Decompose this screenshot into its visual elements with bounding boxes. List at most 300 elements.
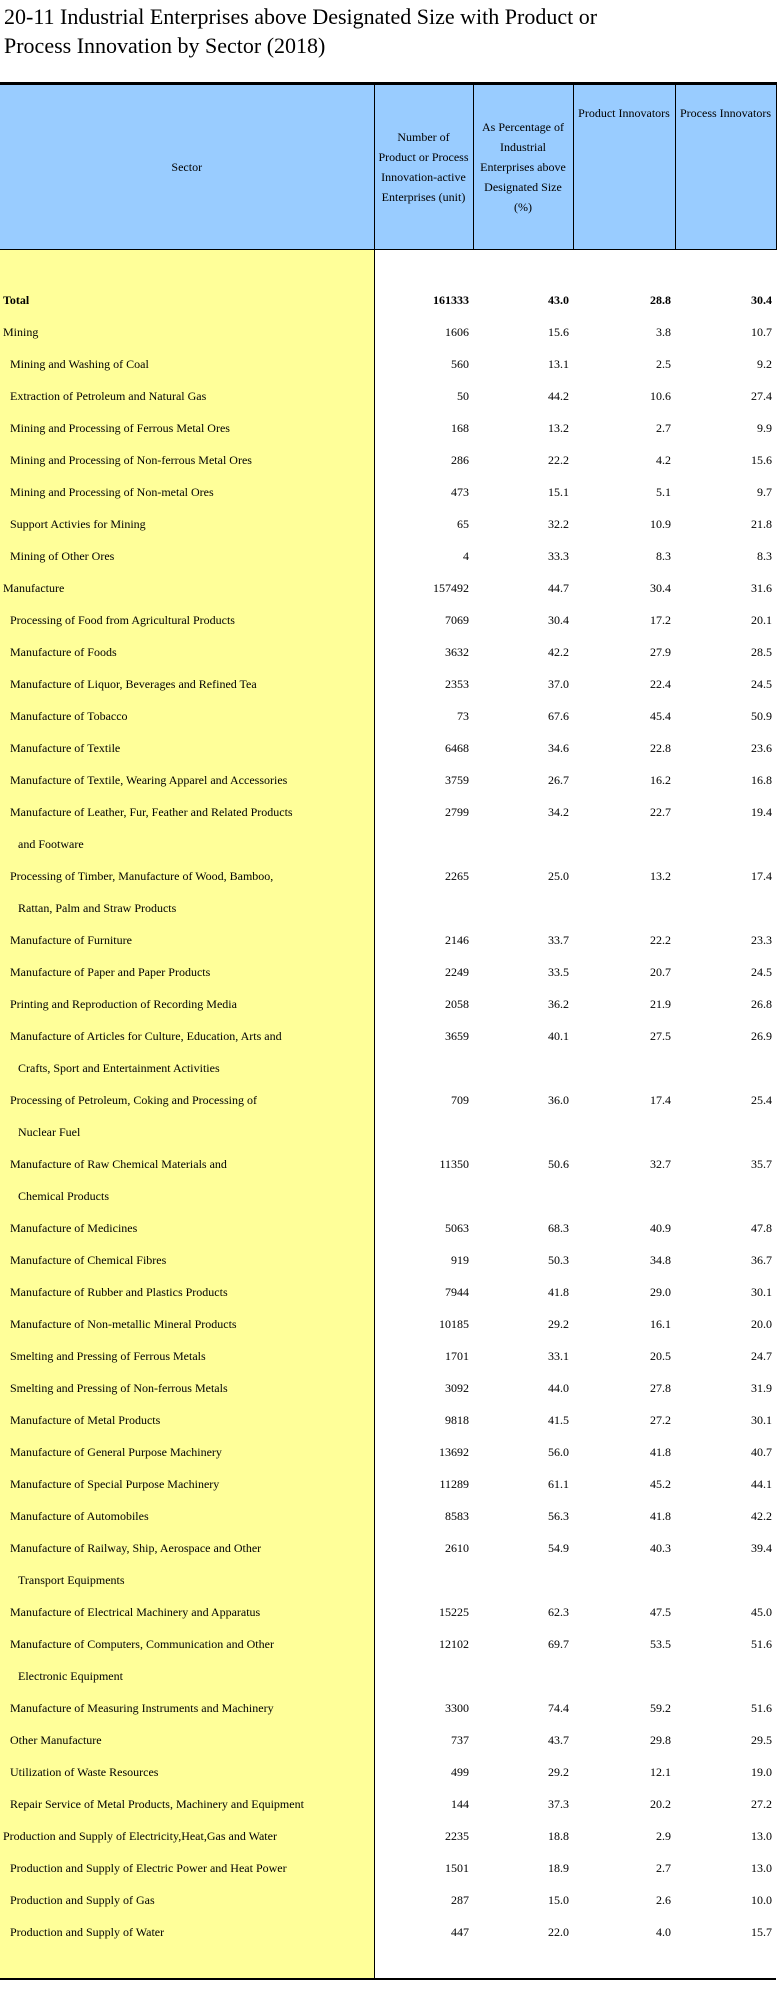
sector-name: Manufacture of Non-metallic Mineral Products (10, 1317, 237, 1331)
process-cell: 44.1 (751, 1477, 772, 1491)
enterprises-cell: 2265 (445, 869, 469, 883)
percentage-cell: 50.6 (548, 1157, 569, 1171)
percentage-cell: 30.4 (548, 613, 569, 627)
sector-name: Manufacture (3, 581, 65, 595)
enterprises-cell: 3300 (445, 1701, 469, 1715)
table-row (0, 412, 776, 444)
enterprises-cell: 4 (463, 549, 469, 563)
page-title (4, 2, 764, 60)
sector-name: Support Activies for Mining (10, 517, 146, 531)
table-row (0, 700, 776, 732)
sector-cell (0, 924, 374, 956)
process-cell: 21.8 (751, 517, 772, 531)
product-cell: 40.9 (650, 1221, 671, 1235)
percentage-cell: 15.0 (548, 1893, 569, 1907)
enterprises-cell: 919 (451, 1253, 469, 1267)
table-row (0, 1788, 776, 1820)
table-row (0, 732, 776, 764)
percentage-cell: 43.7 (548, 1733, 569, 1747)
enterprises-cell: 13692 (439, 1445, 469, 1459)
sector-name-continued: Transport Equipments (18, 1573, 125, 1587)
sector-cell (0, 316, 374, 348)
enterprises-cell: 144 (451, 1797, 469, 1811)
sector-cell (0, 412, 374, 444)
process-cell: 25.4 (751, 1093, 772, 1107)
enterprises-cell: 73 (457, 709, 469, 723)
table-row (0, 764, 776, 796)
product-cell: 22.7 (650, 805, 671, 819)
percentage-cell: 56.3 (548, 1509, 569, 1523)
sector-name: Manufacture of Furniture (10, 933, 132, 947)
sector-cell (0, 1500, 374, 1532)
sector-cell (0, 1788, 374, 1820)
process-cell: 10.0 (751, 1893, 772, 1907)
sector-cell (0, 636, 374, 668)
process-cell: 23.6 (751, 741, 772, 755)
product-cell: 2.5 (656, 357, 671, 371)
table-row (0, 444, 776, 476)
enterprises-cell: 65 (457, 517, 469, 531)
process-cell: 13.0 (751, 1861, 772, 1875)
table-row (0, 250, 776, 317)
sector-name: Production and Supply of Water (10, 1925, 165, 1939)
percentage-cell: 34.6 (548, 741, 569, 755)
sector-cell (0, 508, 374, 540)
sector-cell (0, 860, 374, 924)
sector-cell (0, 1212, 374, 1244)
product-cell: 29.0 (650, 1285, 671, 1299)
product-cell: 28.8 (650, 293, 671, 307)
product-cell: 17.2 (650, 613, 671, 627)
percentage-cell: 33.5 (548, 965, 569, 979)
sector-cell (0, 1692, 374, 1724)
percentage-cell: 33.7 (548, 933, 569, 947)
sector-name: Manufacture of Measuring Instruments and Machinery (10, 1701, 274, 1715)
sector-name: Processing of Petroleum, Coking and Processing of (10, 1093, 257, 1107)
product-cell: 16.2 (650, 773, 671, 787)
table-row (0, 1628, 776, 1692)
sector-name: Manufacture of Leather, Fur, Feather and Related Products (10, 805, 293, 819)
enterprises-cell: 11350 (439, 1157, 469, 1171)
sector-cell (0, 668, 374, 700)
table-row (0, 1340, 776, 1372)
percentage-cell: 37.0 (548, 677, 569, 691)
sector-name: Repair Service of Metal Products, Machinery and Equipment (10, 1797, 304, 1811)
sector-name: Mining and Processing of Non-ferrous Metal Ores (10, 453, 252, 467)
process-cell: 9.2 (757, 357, 772, 371)
enterprises-cell: 50 (457, 389, 469, 403)
table-row (0, 380, 776, 412)
process-cell: 16.8 (751, 773, 772, 787)
sector-cell (0, 380, 374, 412)
product-cell: 2.7 (656, 1861, 671, 1875)
enterprises-cell: 447 (451, 1925, 469, 1939)
sector-name: Mining and Processing of Non-metal Ores (10, 485, 214, 499)
enterprises-cell: 709 (451, 1093, 469, 1107)
product-cell: 41.8 (650, 1445, 671, 1459)
percentage-cell: 15.1 (548, 485, 569, 499)
process-cell: 24.7 (751, 1349, 772, 1363)
sector-cell (0, 476, 374, 508)
product-cell: 10.9 (650, 517, 671, 531)
product-cell: 59.2 (650, 1701, 671, 1715)
enterprises-cell: 2249 (445, 965, 469, 979)
product-cell: 3.8 (656, 325, 671, 339)
product-cell: 47.5 (650, 1605, 671, 1619)
product-cell: 45.4 (650, 709, 671, 723)
sector-cell (0, 700, 374, 732)
enterprises-cell: 2610 (445, 1541, 469, 1555)
sector-name-continued: Electronic Equipment (18, 1669, 123, 1683)
process-cell: 27.2 (751, 1797, 772, 1811)
product-cell: 10.6 (650, 389, 671, 403)
header-sector: Sector (0, 84, 374, 250)
percentage-cell: 43.0 (548, 293, 569, 307)
sector-name: Total (3, 293, 30, 307)
table-row (0, 1884, 776, 1916)
sector-cell (0, 956, 374, 988)
table-row (0, 476, 776, 508)
process-cell: 17.4 (751, 869, 772, 883)
sector-name: Manufacture of General Purpose Machinery (10, 1445, 222, 1459)
sector-cell (0, 1340, 374, 1372)
table-row (0, 988, 776, 1020)
process-cell: 50.9 (751, 709, 772, 723)
enterprises-cell: 6468 (445, 741, 469, 755)
product-cell: 41.8 (650, 1509, 671, 1523)
table-row (0, 1148, 776, 1212)
process-cell: 8.3 (757, 549, 772, 563)
enterprises-cell: 2146 (445, 933, 469, 947)
enterprises-cell: 2799 (445, 805, 469, 819)
percentage-cell: 13.1 (548, 357, 569, 371)
percentage-cell: 44.0 (548, 1381, 569, 1395)
table-row (0, 636, 776, 668)
percentage-cell: 22.0 (548, 1925, 569, 1939)
sector-cell (0, 444, 374, 476)
enterprises-cell: 2058 (445, 997, 469, 1011)
sector-name: Manufacture of Rubber and Plastics Products (10, 1285, 228, 1299)
sector-name: Production and Supply of Electricity,Heat,Gas and Water (3, 1829, 277, 1843)
table-row (0, 1244, 776, 1276)
percentage-cell: 36.0 (548, 1093, 569, 1107)
process-cell: 20.1 (751, 613, 772, 627)
sector-name: Mining (3, 325, 39, 339)
table-row (0, 860, 776, 924)
percentage-cell: 54.9 (548, 1541, 569, 1555)
product-cell: 27.8 (650, 1381, 671, 1395)
enterprises-cell: 2353 (445, 677, 469, 691)
process-cell: 31.6 (751, 581, 772, 595)
percentage-cell: 69.7 (548, 1637, 569, 1651)
process-cell: 24.5 (751, 677, 772, 691)
header-num-enterprises: Number of Product or Process Innovation-active Enterprises (unit) (374, 84, 473, 250)
sector-name: Production and Supply of Gas (10, 1893, 155, 1907)
table-row (0, 1852, 776, 1884)
percentage-cell: 13.2 (548, 421, 569, 435)
sector-name: Manufacture of Railway, Ship, Aerospace and Other (10, 1541, 262, 1555)
sector-name: Processing of Food from Agricultural Products (10, 613, 235, 627)
process-cell: 19.0 (751, 1765, 772, 1779)
percentage-cell: 25.0 (548, 869, 569, 883)
enterprises-cell: 3632 (445, 645, 469, 659)
enterprises-cell: 737 (451, 1733, 469, 1747)
sector-name: Manufacture of Metal Products (10, 1413, 161, 1427)
process-cell: 31.9 (751, 1381, 772, 1395)
process-cell: 30.1 (751, 1413, 772, 1427)
table-row (0, 316, 776, 348)
enterprises-cell: 3759 (445, 773, 469, 787)
process-cell: 20.0 (751, 1317, 772, 1331)
enterprises-cell: 560 (451, 357, 469, 371)
sector-name-continued: and Footware (18, 837, 84, 851)
sector-cell (0, 1308, 374, 1340)
sector-name-continued: Chemical Products (18, 1189, 109, 1203)
table-row (0, 1692, 776, 1724)
header-process-innovators: Process Innovators (675, 84, 776, 250)
title-line-1: 20-11 Industrial Enterprises above Designated Size with Product or (4, 4, 598, 29)
sector-name: Processing of Timber, Manufacture of Wood, Bamboo, (10, 869, 274, 883)
product-cell: 22.4 (650, 677, 671, 691)
enterprises-cell: 9818 (445, 1413, 469, 1427)
table-row (0, 1404, 776, 1436)
sector-name: Production and Supply of Electric Power and Heat Power (10, 1861, 287, 1875)
product-cell: 4.0 (656, 1925, 671, 1939)
sector-cell (0, 1404, 374, 1436)
enterprises-cell: 3092 (445, 1381, 469, 1395)
percentage-cell: 40.1 (548, 1029, 569, 1043)
process-cell: 19.4 (751, 805, 772, 819)
percentage-cell: 26.7 (548, 773, 569, 787)
table-body (0, 250, 776, 1980)
sector-name: Mining and Washing of Coal (10, 357, 149, 371)
percentage-cell: 33.1 (548, 1349, 569, 1363)
product-cell: 2.7 (656, 421, 671, 435)
product-cell: 12.1 (650, 1765, 671, 1779)
process-cell: 24.5 (751, 965, 772, 979)
sector-name: Manufacture of Computers, Communication and Other (10, 1637, 274, 1651)
table-row (0, 348, 776, 380)
product-cell: 22.8 (650, 741, 671, 755)
percentage-cell: 56.0 (548, 1445, 569, 1459)
sector-cell (0, 1276, 374, 1308)
percentage-cell: 36.2 (548, 997, 569, 1011)
title-line-2: Process Innovation by Sector (2018) (4, 33, 326, 58)
sector-cell (0, 1468, 374, 1500)
product-cell: 21.9 (650, 997, 671, 1011)
enterprises-cell: 1606 (445, 325, 469, 339)
sector-cell (0, 1852, 374, 1884)
product-cell: 34.8 (650, 1253, 671, 1267)
enterprises-cell: 3659 (445, 1029, 469, 1043)
percentage-cell: 42.2 (548, 645, 569, 659)
sector-cell (0, 1724, 374, 1756)
enterprises-cell: 7944 (445, 1285, 469, 1299)
sector-cell (0, 540, 374, 572)
sector-name: Manufacture of Special Purpose Machinery (10, 1477, 220, 1491)
sector-name: Manufacture of Textile (10, 741, 121, 755)
sector-cell (0, 572, 374, 604)
process-cell: 35.7 (751, 1157, 772, 1171)
process-cell: 47.8 (751, 1221, 772, 1235)
table-row (0, 924, 776, 956)
table-row (0, 1500, 776, 1532)
sector-cell (0, 1084, 374, 1148)
percentage-cell: 44.7 (548, 581, 569, 595)
product-cell: 17.4 (650, 1093, 671, 1107)
sector-cell (0, 1820, 374, 1852)
product-cell: 27.2 (650, 1413, 671, 1427)
percentage-cell: 62.3 (548, 1605, 569, 1619)
process-cell: 30.4 (751, 293, 772, 307)
percentage-cell: 41.5 (548, 1413, 569, 1427)
sector-name: Smelting and Pressing of Non-ferrous Metals (10, 1381, 228, 1395)
enterprises-cell: 168 (451, 421, 469, 435)
sector-cell (0, 1884, 374, 1916)
product-cell: 53.5 (650, 1637, 671, 1651)
sector-cell (0, 604, 374, 636)
sector-name: Mining and Processing of Ferrous Metal Ores (10, 421, 230, 435)
product-cell: 2.6 (656, 1893, 671, 1907)
percentage-cell: 15.6 (548, 325, 569, 339)
process-cell: 51.6 (751, 1637, 772, 1651)
table-row (0, 1724, 776, 1756)
table-row (0, 572, 776, 604)
table-row (0, 1372, 776, 1404)
product-cell: 2.9 (656, 1829, 671, 1843)
sector-cell (0, 1628, 374, 1692)
product-cell: 16.1 (650, 1317, 671, 1331)
sector-name: Printing and Reproduction of Recording Media (10, 997, 237, 1011)
table-row (0, 1276, 776, 1308)
sector-name: Manufacture of Automobiles (10, 1509, 149, 1523)
sector-name-continued: Crafts, Sport and Entertainment Activities (18, 1061, 220, 1075)
process-cell: 42.2 (751, 1509, 772, 1523)
product-cell: 20.7 (650, 965, 671, 979)
table-row (0, 1820, 776, 1852)
process-cell: 39.4 (751, 1541, 772, 1555)
sector-cell (0, 1916, 374, 1979)
enterprises-cell: 473 (451, 485, 469, 499)
percentage-cell: 44.2 (548, 389, 569, 403)
process-cell: 29.5 (751, 1733, 772, 1747)
sector-cell (0, 250, 374, 317)
enterprises-cell: 5063 (445, 1221, 469, 1235)
percentage-cell: 29.2 (548, 1765, 569, 1779)
sector-name: Mining of Other Ores (10, 549, 115, 563)
enterprises-cell: 12102 (439, 1637, 469, 1651)
product-cell: 13.2 (650, 869, 671, 883)
sector-name: Manufacture of Foods (10, 645, 117, 659)
process-cell: 27.4 (751, 389, 772, 403)
percentage-cell: 18.9 (548, 1861, 569, 1875)
sector-name: Manufacture of Articles for Culture, Education, Arts and (10, 1029, 282, 1043)
process-cell: 40.7 (751, 1445, 772, 1459)
sector-name: Manufacture of Tobacco (10, 709, 128, 723)
enterprises-cell: 499 (451, 1765, 469, 1779)
sector-cell (0, 1596, 374, 1628)
percentage-cell: 29.2 (548, 1317, 569, 1331)
product-cell: 27.9 (650, 645, 671, 659)
sector-cell (0, 764, 374, 796)
sector-cell (0, 1020, 374, 1084)
enterprises-cell: 161333 (433, 293, 469, 307)
process-cell: 51.6 (751, 1701, 772, 1715)
table-row (0, 1916, 776, 1979)
process-cell: 23.3 (751, 933, 772, 947)
sector-name: Manufacture of Raw Chemical Materials and (10, 1157, 227, 1171)
sector-cell (0, 796, 374, 860)
table-row (0, 604, 776, 636)
enterprises-cell: 287 (451, 1893, 469, 1907)
percentage-cell: 32.2 (548, 517, 569, 531)
table-row (0, 796, 776, 860)
product-cell: 27.5 (650, 1029, 671, 1043)
percentage-cell: 37.3 (548, 1797, 569, 1811)
sector-name: Manufacture of Medicines (10, 1221, 138, 1235)
header-product-innovators: Product Innovators (573, 84, 675, 250)
enterprises-cell: 157492 (433, 581, 469, 595)
process-cell: 45.0 (751, 1605, 772, 1619)
process-cell: 15.6 (751, 453, 772, 467)
enterprises-cell: 2235 (445, 1829, 469, 1843)
table-row (0, 1020, 776, 1084)
sector-cell (0, 1532, 374, 1596)
enterprises-cell: 10185 (439, 1317, 469, 1331)
table-header (0, 84, 776, 250)
process-cell: 9.9 (757, 421, 772, 435)
table-row (0, 668, 776, 700)
process-cell: 30.1 (751, 1285, 772, 1299)
enterprises-cell: 11289 (439, 1477, 469, 1491)
table-row (0, 1084, 776, 1148)
product-cell: 40.3 (650, 1541, 671, 1555)
process-cell: 36.7 (751, 1253, 772, 1267)
sector-name: Manufacture of Textile, Wearing Apparel and Accessories (10, 773, 288, 787)
product-cell: 8.3 (656, 549, 671, 563)
table-row (0, 1308, 776, 1340)
sector-name: Smelting and Pressing of Ferrous Metals (10, 1349, 206, 1363)
sector-cell (0, 988, 374, 1020)
table-row (0, 1596, 776, 1628)
percentage-cell: 50.3 (548, 1253, 569, 1267)
product-cell: 32.7 (650, 1157, 671, 1171)
header-percentage: As Percentage of Industrial Enterprises above Designated Size (%) (473, 84, 573, 250)
sector-cell (0, 1436, 374, 1468)
percentage-cell: 74.4 (548, 1701, 569, 1715)
sector-cell (0, 1244, 374, 1276)
table-row (0, 508, 776, 540)
sector-cell (0, 1148, 374, 1212)
sector-name: Manufacture of Electrical Machinery and Apparatus (10, 1605, 261, 1619)
percentage-cell: 18.8 (548, 1829, 569, 1843)
process-cell: 26.8 (751, 997, 772, 1011)
process-cell: 26.9 (751, 1029, 772, 1043)
percentage-cell: 67.6 (548, 709, 569, 723)
sector-cell (0, 732, 374, 764)
sector-name: Manufacture of Liquor, Beverages and Refined Tea (10, 677, 257, 691)
product-cell: 22.2 (650, 933, 671, 947)
enterprises-cell: 1501 (445, 1861, 469, 1875)
sector-cell (0, 1372, 374, 1404)
product-cell: 5.1 (656, 485, 671, 499)
innovation-table (0, 82, 777, 1980)
sector-cell (0, 1756, 374, 1788)
percentage-cell: 34.2 (548, 805, 569, 819)
table-row (0, 956, 776, 988)
process-cell: 10.7 (751, 325, 772, 339)
percentage-cell: 61.1 (548, 1477, 569, 1491)
